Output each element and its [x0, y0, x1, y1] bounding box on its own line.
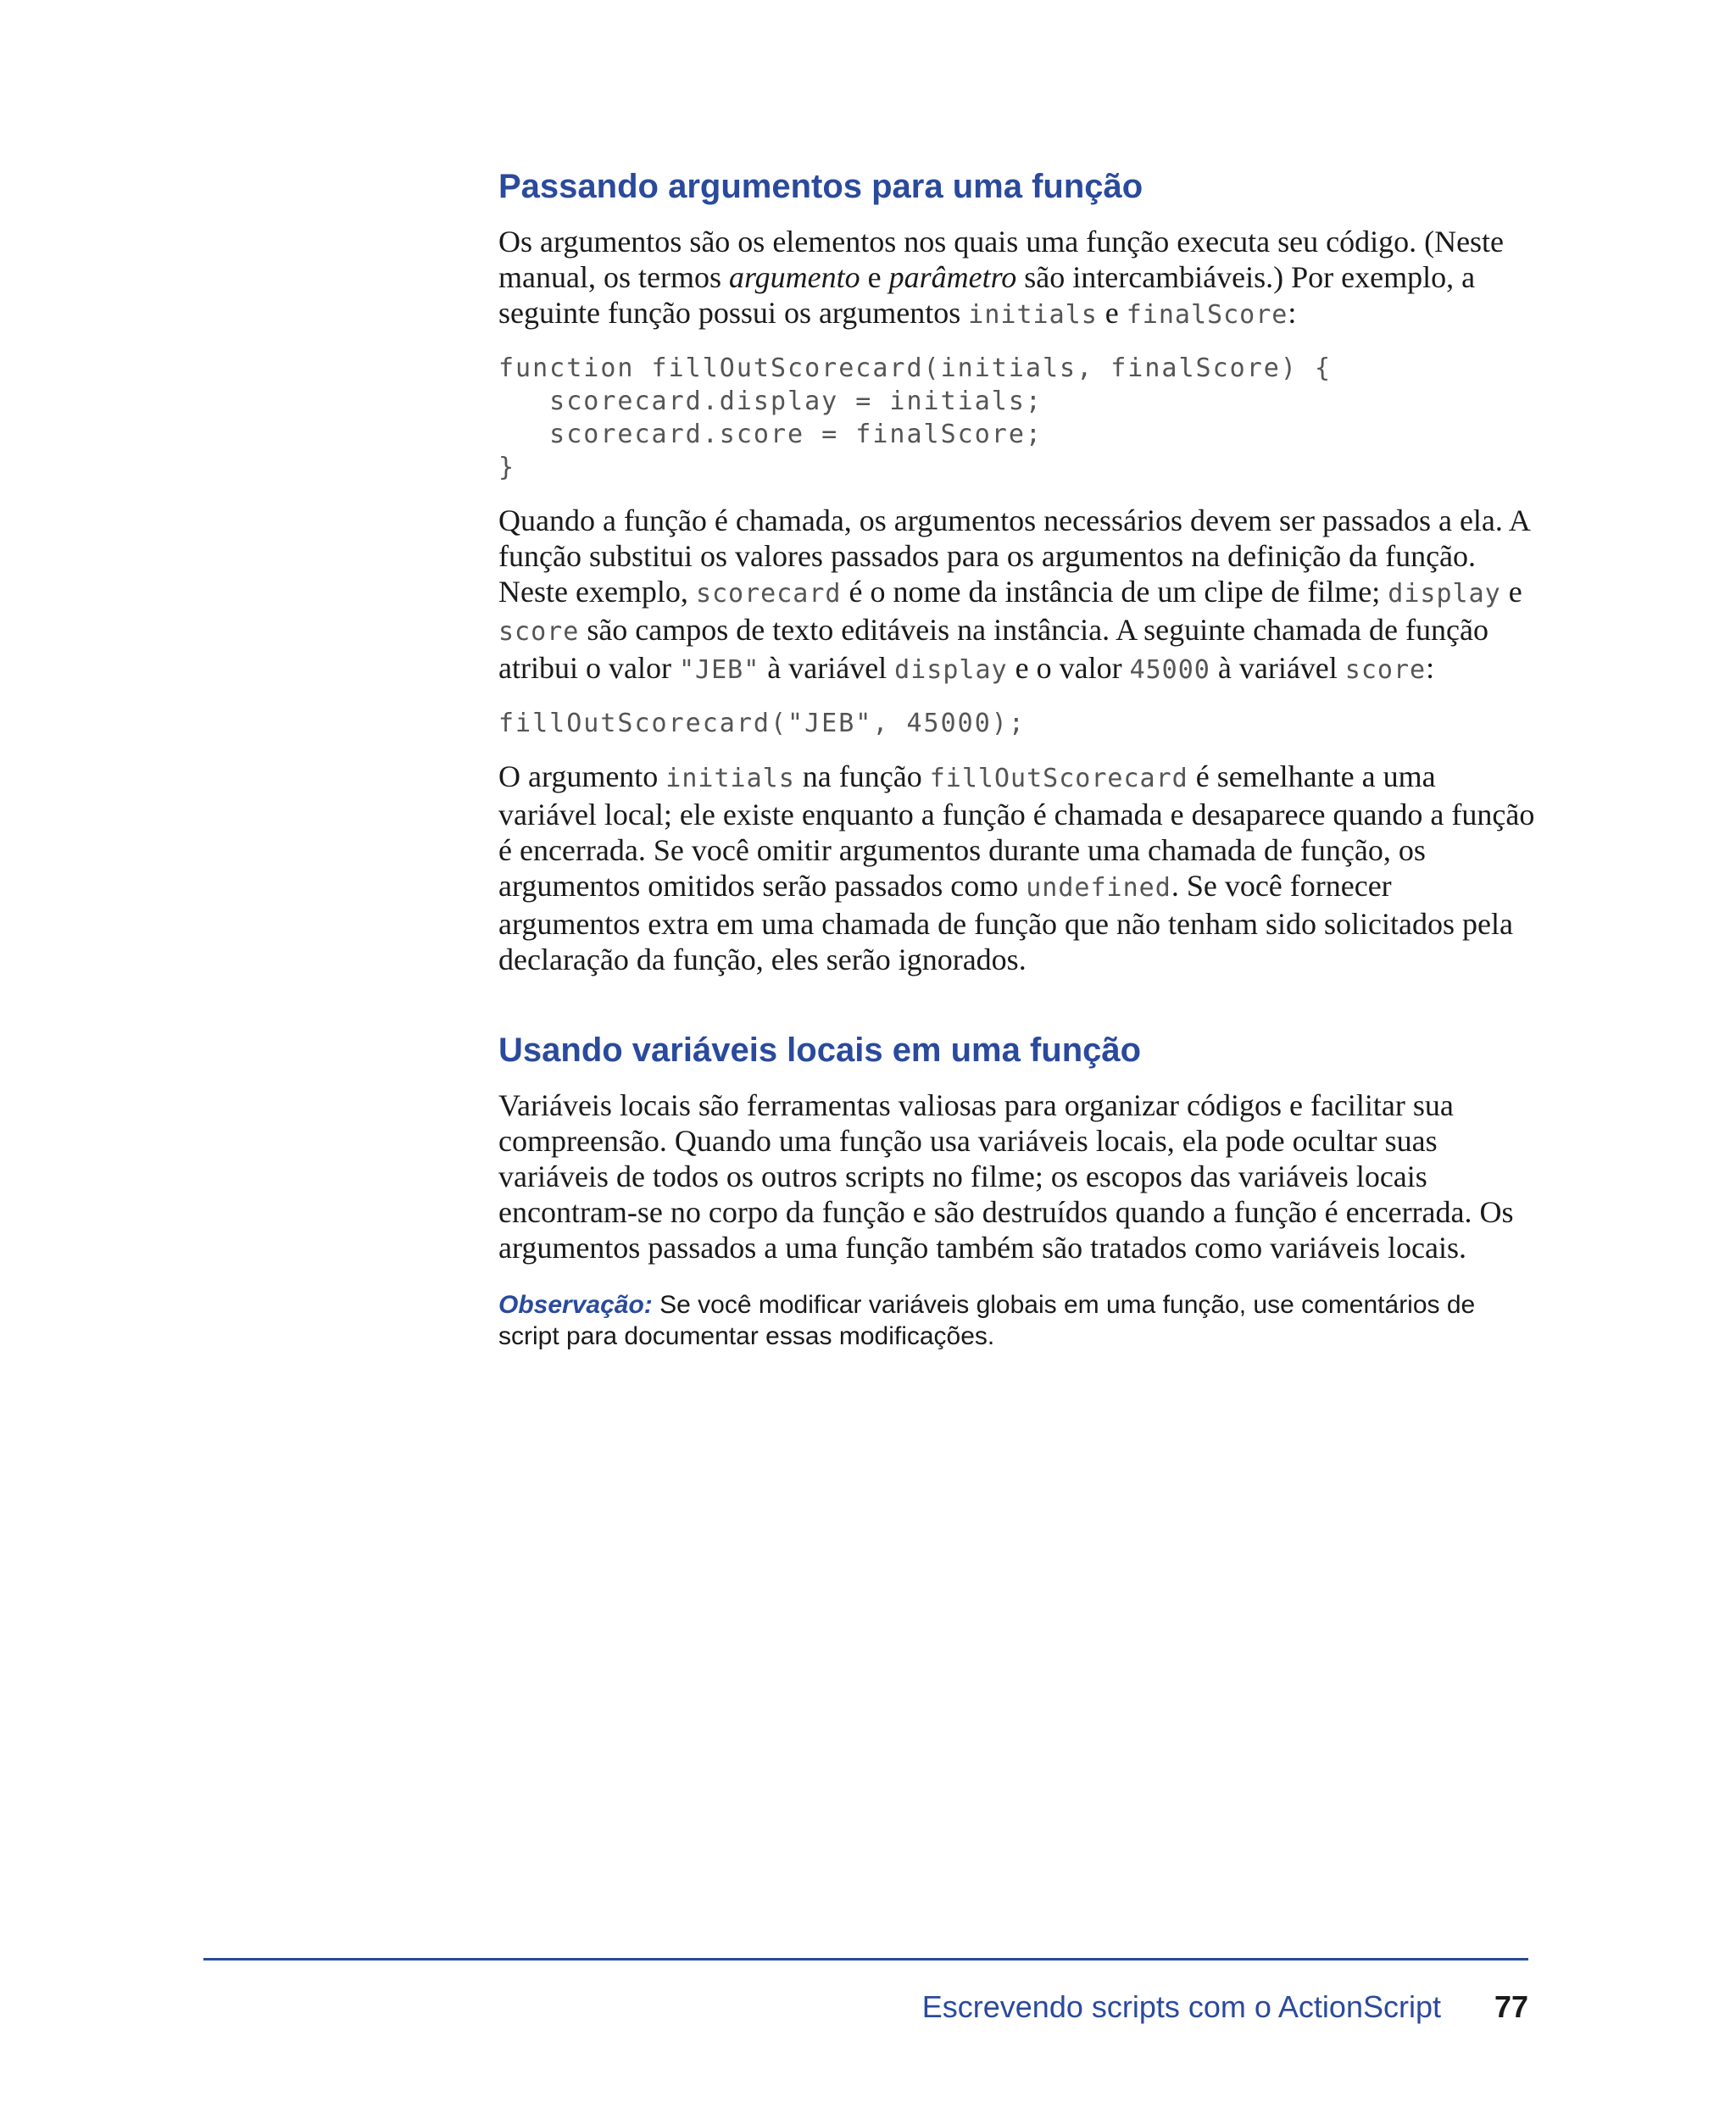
footer-chapter-title: Escrevendo scripts com o ActionScript — [921, 1989, 1441, 2024]
text-run: Quando a função é chamada, os argumentos necessários devem ser passados a ela. A função substitui os valores passados para os argumentos na definição da função. Neste exemplo, — [498, 503, 1529, 609]
inline-code-score: score — [1344, 655, 1427, 685]
inline-code-display: display — [894, 655, 1008, 685]
text-run: à variável — [760, 651, 895, 685]
code-block-function-definition: function fillOutScorecard(initials, finalScore) { scorecard.display = initials; scorecard.score = finalScore; } — [498, 353, 1333, 482]
text-run: e — [1097, 296, 1127, 330]
note-block — [498, 1289, 1537, 1352]
note-label: Observação: — [498, 1291, 653, 1319]
section-heading-passing-arguments: Passando argumentos para uma função — [498, 168, 1143, 205]
emphasis-argumento: argumento — [728, 260, 860, 294]
text-run: : — [1426, 651, 1435, 685]
inline-code-initials: initials — [665, 764, 795, 793]
text-run: e o valor — [1007, 651, 1130, 685]
paragraph-function-call — [498, 503, 1537, 688]
text-run: e — [860, 260, 889, 294]
text-run: na função — [794, 759, 930, 793]
inline-code-display: display — [1388, 579, 1501, 609]
inline-code-undefined: undefined — [1026, 873, 1171, 903]
inline-code-jeb: "JEB" — [678, 655, 760, 685]
inline-code-finalscore: finalScore — [1126, 300, 1288, 330]
text-run: é semelhante a uma variável local; ele existe enquanto a função é chamada e desaparece quando a função é encerrada. Se você omitir argumentos durante uma chamada de função, os argumentos omitidos serão passados como — [498, 759, 1535, 903]
text-run: é o nome da instância de um clipe de filme; — [841, 575, 1388, 609]
inline-code-scorecard: scorecard — [695, 579, 842, 609]
inline-code-score: score — [498, 617, 580, 647]
text-run: O argumento — [498, 759, 666, 793]
text-run: Os argumentos são os elementos nos quais uma função executa seu código. (Neste manual, os termos — [498, 225, 1505, 294]
text-run: são intercambiáveis.) Por exemplo, a seguinte função possui os argumentos — [498, 260, 1476, 330]
text-run: à variável — [1210, 651, 1345, 685]
inline-code-filloutscorecard: fillOutScorecard — [929, 764, 1188, 793]
emphasis-parametro: parâmetro — [888, 260, 1017, 294]
section-heading-local-variables: Usando variáveis locais em uma função — [498, 1032, 1142, 1069]
inline-code-45000: 45000 — [1129, 655, 1210, 685]
text-run: : — [1288, 296, 1297, 330]
paragraph-arguments-intro — [498, 224, 1537, 333]
inline-code-initials: initials — [968, 300, 1098, 330]
text-run: . Se você fornecer argumentos extra em uma chamada de função que não tenham sido solicitados pela declaração da função, eles serão ignorados. — [498, 869, 1513, 976]
paragraph-local-variables: Variáveis locais são ferramentas valiosas para organizar códigos e facilitar sua compreensão. Quando uma função usa variáveis locais, ela pode ocultar suas variáveis de todos os outros scripts no filme; os escopos das variáveis locais encontram-se no corpo da função e são destruídos quando a função é encerrada. Os argumentos passados a uma função também são tratados como variáveis locais. — [498, 1088, 1514, 1265]
note-text: Se você modificar variáveis globais em uma função, use comentários de script para documentar essas modificações. — [498, 1291, 1476, 1350]
page-number: 77 — [1494, 1989, 1528, 2024]
text-run: e — [1500, 575, 1522, 609]
text-run: são campos de texto editáveis na instância. A seguinte chamada de função atribui o valor — [498, 613, 1488, 685]
footer-divider — [203, 1958, 1528, 1960]
paragraph-arguments-local — [498, 759, 1537, 977]
code-block-function-call: fillOutScorecard("JEB", 45000); — [498, 709, 1026, 738]
page-content — [498, 164, 1537, 1352]
